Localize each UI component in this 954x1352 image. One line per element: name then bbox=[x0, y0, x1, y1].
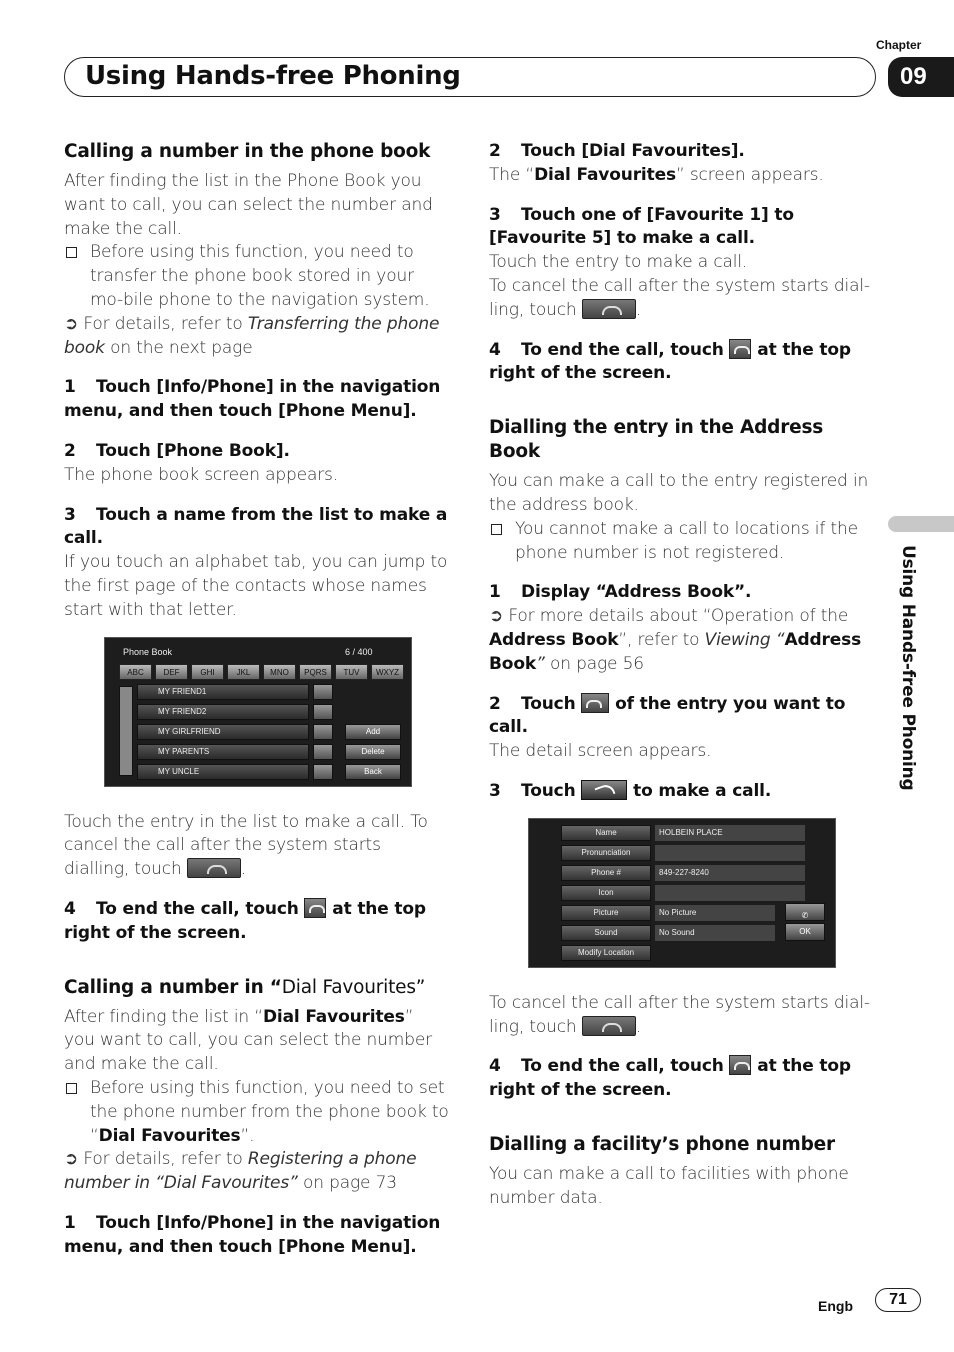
step-text: Touch [Phone Book]. bbox=[96, 440, 290, 461]
right-column bbox=[489, 140, 879, 1211]
scrollbar[interactable] bbox=[119, 686, 133, 776]
alphabet-tab[interactable]: GHI bbox=[191, 664, 224, 680]
step-number: 3 bbox=[489, 780, 501, 801]
alphabet-tab[interactable]: WXYZ bbox=[371, 664, 404, 680]
step bbox=[489, 780, 879, 804]
section-intro bbox=[64, 1006, 449, 1077]
ref-text: For details, refer to bbox=[83, 1149, 248, 1170]
call-button[interactable] bbox=[785, 903, 825, 921]
contact-row[interactable]: MY FRIEND2 bbox=[137, 704, 309, 720]
note-text: Before using this function, you need to set the phone number from the phone book to “ bbox=[90, 1077, 449, 1146]
step bbox=[489, 140, 879, 164]
side-section-label: Using Hands-free Phoning bbox=[898, 545, 918, 791]
arrow-icon: ➲ bbox=[489, 606, 509, 627]
note bbox=[489, 518, 879, 566]
alphabet-tab[interactable]: JKL bbox=[227, 664, 260, 680]
detail-label[interactable]: Sound bbox=[561, 925, 651, 941]
step bbox=[64, 898, 449, 946]
step bbox=[64, 1212, 449, 1260]
hang-up-icon bbox=[582, 1016, 636, 1036]
ok-button[interactable]: OK bbox=[785, 923, 825, 941]
ref-text: on page 56 bbox=[544, 653, 644, 674]
step-text: at the top right of the screen. bbox=[489, 339, 851, 384]
note-text: You cannot make a call to locations if the phone number is not registered. bbox=[515, 518, 858, 563]
section-intro: You can make a call to the entry registered in the address book. bbox=[489, 471, 869, 515]
ref-bold: Address Book bbox=[489, 629, 862, 674]
note-checkbox-icon bbox=[491, 524, 502, 535]
step-description: To cancel the call after the system starts dial-ling, touch . bbox=[489, 275, 870, 320]
detail-value bbox=[655, 885, 805, 901]
step-number: 1 bbox=[489, 582, 501, 603]
contact-row[interactable]: MY FRIEND1 bbox=[137, 684, 309, 700]
desc-text: Touch the entry in the list to make a call. To cancel the call after the system starts dialling, touch bbox=[64, 811, 428, 880]
note-checkbox-icon bbox=[66, 1083, 77, 1094]
step-text: To end the call, touch bbox=[96, 898, 299, 919]
step-number: 1 bbox=[64, 377, 76, 398]
ref-text: For details, refer to bbox=[83, 313, 248, 334]
end-call-icon bbox=[304, 898, 326, 918]
note bbox=[64, 1077, 449, 1148]
step-description bbox=[489, 164, 879, 188]
step bbox=[489, 339, 879, 387]
arrow-icon: ➲ bbox=[64, 1149, 84, 1170]
detail-label[interactable]: Icon bbox=[561, 885, 651, 901]
step-number: 2 bbox=[64, 440, 76, 461]
ref-text: on page 73 bbox=[297, 1173, 397, 1194]
title-bar bbox=[64, 57, 876, 97]
contact-row[interactable]: MY UNCLE bbox=[137, 764, 309, 780]
step-text: Touch bbox=[521, 780, 576, 801]
chapter-label: Chapter bbox=[876, 38, 922, 52]
delete-button[interactable]: Delete bbox=[345, 744, 401, 760]
phone-book-screenshot bbox=[104, 637, 412, 787]
detail-value: HOLBEIN PLACE bbox=[655, 825, 805, 841]
intro-text: ” you want to call, you can select the number and make the call. bbox=[64, 1006, 432, 1075]
step bbox=[489, 693, 879, 741]
address-entry-icon bbox=[581, 693, 609, 713]
step-description: Touch the entry to make a call. bbox=[489, 252, 748, 273]
end-call-icon bbox=[729, 339, 751, 359]
detail-label[interactable]: Picture bbox=[561, 905, 651, 921]
add-button[interactable]: Add bbox=[345, 724, 401, 740]
left-column bbox=[64, 140, 449, 1260]
section-intro: After finding the list in the Phone Book you want to call, you can select the number and make the call. bbox=[64, 171, 433, 239]
reference bbox=[64, 313, 449, 361]
intro-text: After finding the list in “ bbox=[64, 1006, 263, 1027]
detail-label[interactable]: Phone # bbox=[561, 865, 651, 881]
step-description: If you touch an alphabet tab, you can jump to the first page of the contacts whose names start with that letter. bbox=[64, 552, 448, 620]
step-text: Display “Address Book”. bbox=[521, 582, 752, 603]
step bbox=[64, 376, 449, 424]
step-description: The phone book screen appears. bbox=[64, 464, 339, 485]
ref-link[interactable]: Viewing “ bbox=[704, 629, 785, 650]
alphabet-tab[interactable]: MNO bbox=[263, 664, 296, 680]
page-title: Using Hands-free Phoning bbox=[85, 61, 461, 91]
step-text: To end the call, touch bbox=[521, 339, 724, 360]
screen-counter: 6 / 400 bbox=[345, 646, 373, 657]
step-description: The detail screen appears. bbox=[489, 741, 712, 762]
phone-icon[interactable] bbox=[313, 704, 333, 720]
intro-bold: Dial Favourites bbox=[262, 1006, 405, 1027]
reference bbox=[489, 605, 879, 676]
step-text: Touch bbox=[521, 693, 576, 714]
note-text: Before using this function, you need to transfer the phone book stored in your mo-bile phone to the navigation system. bbox=[90, 242, 430, 310]
back-button[interactable]: Back bbox=[345, 764, 401, 780]
step-number: 3 bbox=[489, 204, 501, 225]
step bbox=[489, 204, 879, 252]
page-number: 71 bbox=[875, 1288, 921, 1312]
desc-text: ” screen appears. bbox=[675, 164, 824, 185]
alphabet-tab[interactable]: TUV bbox=[335, 664, 368, 680]
detail-label[interactable]: Modify Location bbox=[561, 945, 651, 961]
footer-language: Engb bbox=[818, 1298, 853, 1314]
reference bbox=[64, 1148, 449, 1196]
desc-text: To cancel the call after the system starts dial-ling, touch bbox=[489, 992, 870, 1037]
ref-text: on the next page bbox=[104, 337, 253, 358]
section-heading-phone-book: Calling a number in the phone book bbox=[64, 141, 431, 162]
detail-value: 849-227-8240 bbox=[655, 865, 805, 881]
detail-value bbox=[655, 845, 805, 861]
section-heading-facility: Dialling a facility’s phone number bbox=[489, 1133, 835, 1155]
desc-text: To cancel the call after the system starts dial-ling, touch bbox=[489, 275, 870, 320]
step-text: Touch one of [Favourite 1] to [Favourite 5] to make a call. bbox=[489, 204, 794, 249]
section-heading-address-book: Dialling the entry in the Address Book bbox=[489, 417, 824, 463]
ref-bold: Address Book bbox=[489, 629, 619, 650]
phone-icon[interactable] bbox=[313, 684, 333, 700]
alphabet-tab[interactable]: PQRS bbox=[299, 664, 332, 680]
side-tab-marker bbox=[888, 516, 954, 532]
step-number: 3 bbox=[64, 504, 76, 525]
desc-text: The “ bbox=[489, 164, 535, 185]
step-number: 2 bbox=[489, 693, 501, 714]
step-number: 4 bbox=[64, 898, 76, 919]
hang-up-icon bbox=[582, 299, 636, 319]
step-number: 4 bbox=[489, 1056, 501, 1077]
end-call-icon bbox=[729, 1055, 751, 1075]
heading-text: Calling a number in “ bbox=[64, 976, 282, 998]
step-number: 2 bbox=[489, 141, 501, 161]
detail-screenshot bbox=[528, 818, 836, 968]
ref-link: ” bbox=[536, 653, 545, 674]
alphabet-tab[interactable]: ABC bbox=[119, 664, 152, 680]
ref-link[interactable]: Transferring the phone book bbox=[64, 313, 440, 358]
step-text: Touch [Info/Phone] in the navigation menu, and then touch [Phone Menu]. bbox=[64, 1212, 441, 1257]
step-text: Touch [Dial Favourites]. bbox=[521, 141, 745, 161]
detail-label[interactable]: Name bbox=[561, 825, 651, 841]
note-text: ”. bbox=[240, 1125, 255, 1146]
arrow-icon: ➲ bbox=[64, 313, 84, 334]
step bbox=[489, 1055, 879, 1103]
chapter-number: 09 bbox=[888, 57, 954, 97]
note bbox=[64, 241, 449, 312]
contact-row[interactable]: MY PARENTS bbox=[137, 744, 309, 760]
step-description: To cancel the call after the system starts dial-ling, touch . bbox=[489, 992, 870, 1037]
note-checkbox-icon bbox=[66, 247, 77, 258]
step bbox=[64, 504, 449, 552]
call-icon bbox=[581, 780, 627, 800]
step bbox=[64, 440, 449, 464]
ref-text: ”, refer to bbox=[618, 629, 705, 650]
step-text: Touch a name from the list to make a call. bbox=[64, 504, 448, 549]
step-text: Touch [Info/Phone] in the navigation menu, and then touch [Phone Menu]. bbox=[64, 377, 441, 422]
contact-row[interactable]: MY GIRLFRIEND bbox=[137, 724, 309, 740]
alphabet-tab[interactable]: DEF bbox=[155, 664, 188, 680]
desc-bold: Dial Favourites bbox=[534, 164, 676, 185]
step bbox=[489, 581, 879, 605]
section-intro: You can make a call to facilities with phone number data. bbox=[489, 1163, 849, 1208]
ref-link[interactable]: Registering a phone number in “Dial Favourites” bbox=[64, 1149, 417, 1194]
detail-label[interactable]: Pronunciation bbox=[561, 845, 651, 861]
hang-up-icon bbox=[187, 858, 241, 878]
note-bold: Dial Favourites bbox=[98, 1125, 241, 1146]
detail-value: No Sound bbox=[655, 925, 775, 941]
phone-icon[interactable] bbox=[313, 764, 333, 780]
step-number: 4 bbox=[489, 339, 501, 360]
phone-icon[interactable] bbox=[313, 744, 333, 760]
detail-value: No Picture bbox=[655, 905, 775, 921]
heading-text: Dial Favourites” bbox=[281, 976, 426, 998]
phone-icon: ✆ bbox=[801, 910, 809, 920]
step-text: to make a call. bbox=[633, 780, 772, 801]
ref-text: For more details about “Operation of the bbox=[508, 606, 849, 627]
section-heading-dial-favourites bbox=[64, 976, 449, 1000]
step-text: at the top right of the screen. bbox=[489, 1056, 851, 1101]
step-text: of the entry you want to call. bbox=[489, 693, 846, 738]
screen-title: Phone Book bbox=[123, 646, 173, 657]
phone-icon[interactable] bbox=[313, 724, 333, 740]
step-text: at the top right of the screen. bbox=[64, 898, 426, 943]
step-text: To end the call, touch bbox=[521, 1056, 724, 1077]
step-description: Touch the entry in the list to make a call. To cancel the call after the system starts dialling, touch . bbox=[64, 811, 428, 880]
step-number: 1 bbox=[64, 1212, 76, 1233]
